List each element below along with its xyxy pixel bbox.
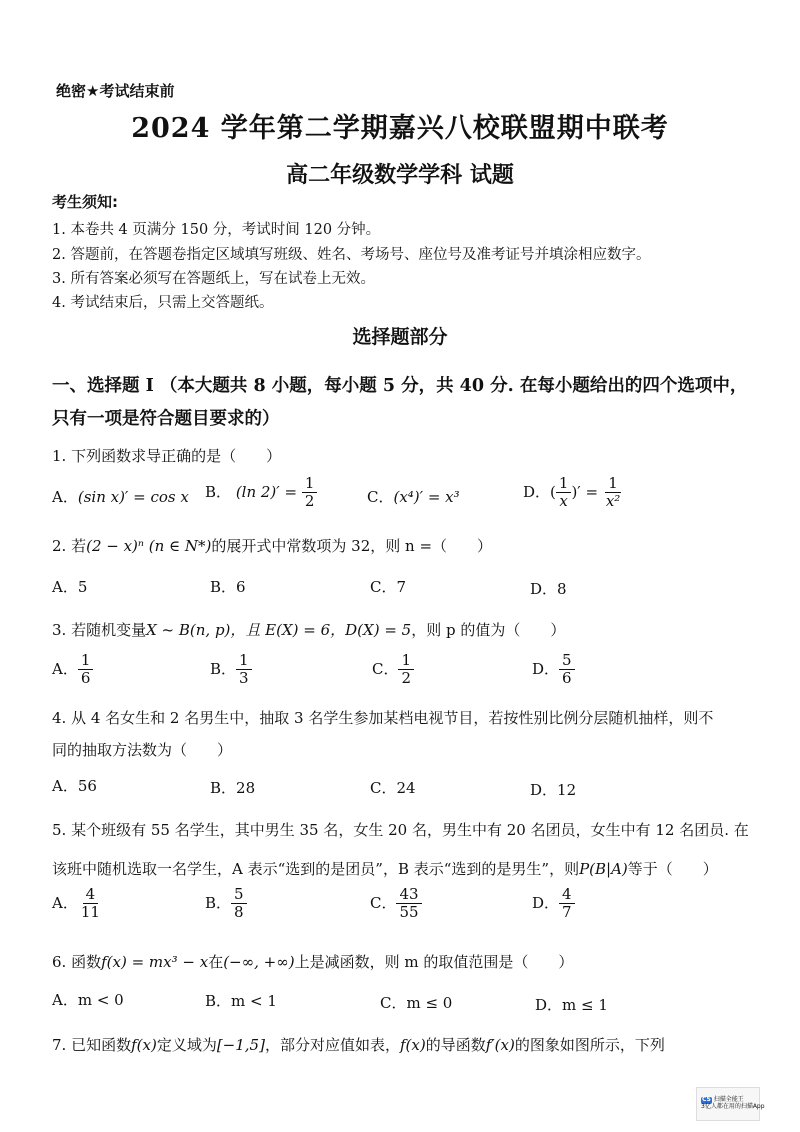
q1-option-b [205,475,317,511]
question-5-line2 [52,858,718,879]
q3-a-numerator: 1 [78,652,94,670]
q2-stem-expr: (2 − x)ⁿ (n ∈ N*) [86,537,212,555]
q1-b-left: (ln 2)′ = [235,482,298,501]
q5-option-d [532,886,575,922]
q6-option-c: C．m ≤ 0 [380,994,453,1012]
q6-stem-pre: 6. 函数 [52,953,102,971]
q6-stem-interval: (−∞, +∞) [223,953,295,971]
q6-stem-post: 上是减函数，则 m 的取值范围是（ ） [294,953,574,971]
q1-d-mid: )′ = [571,482,599,501]
q5-d-numerator: 4 [559,886,575,904]
confidential-label: 绝密★考试结束前 [56,82,175,100]
q1-option-d: D．( $\frac{1}{x}$ )′ = $\frac{1}{\text{x²}}$ [523,475,623,511]
q2-stem-post: 的展开式中常数项为 32，则 n =（ ） [211,537,493,555]
option-label: A． [52,488,78,506]
notice-item: 2. 答题前，在答题卷指定区域填写班级、姓名、考场号、座位号及准考证号并填涂相应数字。 [52,247,651,263]
q3-stem-pre: 3. 若随机变量 [52,621,147,639]
q7-post: 的图象如图所示，下列 [514,1036,665,1054]
q6-stem-expr: f(x) = mx³ − x [101,953,209,971]
scanner-slogan: 3亿人都在用的扫描App [701,1103,765,1110]
option-label: B． [210,659,237,678]
q5-c-numerator: 43 [396,886,421,904]
q6-option-d: D．m ≤ 1 [535,996,608,1014]
cs-logo-icon: CS [702,1096,711,1104]
q7-domain: [−1,5] [216,1036,265,1054]
question-5-line1: 5. 某个班级有 55 名学生，其中男生 35 名，女生 20 名，男生中有 20 名团员，女生中有 12 名团员. 在 [52,821,749,839]
q3-stem-expr: X ~ B(n, p)，且 E(X) = 6，D(X) = 5 [146,621,412,639]
option-label: B． [205,893,232,912]
q3-b-numerator: 1 [236,652,252,670]
q4-option-c: C．24 [370,779,416,797]
option-label: D． [523,482,551,501]
q5-d-denominator: 7 [562,903,572,922]
q1-d-right-numerator: 1 [605,475,621,493]
q5-line2-expr: P(B|A) [579,860,628,878]
part-instructions-line1: 一、选择题 I （本大题共 8 小题，每小题 5 分，共 40 分. 在每小题给出的四个选项中， [52,376,748,396]
q1-a-expr: (sin x)′ = cos x [77,488,189,506]
option-label: B． [205,482,232,501]
question-4-line2: 同的抽取方法数为（ ） [52,741,233,759]
part-instructions-line2: 只有一项是符合题目要求的） [52,409,280,429]
option-label: D． [532,893,560,912]
q3-option-a [52,652,93,688]
q3-stem-post: ，则 p 的值为（ ） [411,621,566,639]
q1-d-left-numerator: 1 [556,475,572,493]
q1-d-right-denominator: x² [605,492,621,511]
q3-d-numerator: 5 [559,652,575,670]
q3-c-denominator: 2 [401,669,412,688]
q7-pre: 7. 已知函数 [52,1036,132,1054]
scanner-watermark [696,1087,765,1121]
q7-f: f(x) [131,1036,157,1054]
q5-option-c [370,886,422,922]
q4-option-d: D．12 [530,781,577,799]
option-label: C． [370,893,397,912]
q5-option-b [205,886,247,922]
section-title: 选择题部分 [352,326,448,348]
q1-b-denominator: 2 [304,492,315,511]
q6-stem-mid: 在 [208,953,224,971]
notice-item: 1. 本卷共 4 页满分 150 分，考试时间 120 分钟。 [52,222,381,238]
q5-line2-post: 等于（ ） [627,860,718,878]
exam-subtitle: 高二年级数学学科 试题 [286,162,514,188]
option-label: C． [372,659,399,678]
q1-c-expr: (x⁴)′ = x³ [393,488,460,506]
q7-mid2: ，部分对应值如表， [264,1036,400,1054]
exam-title: 2024 学年第二学期嘉兴八校联盟期中联考 [131,113,669,144]
q3-a-denominator: 6 [80,669,91,688]
q5-a-denominator: 11 [80,903,100,922]
question-1-stem: 1. 下列函数求导正确的是（ ） [52,447,282,465]
q5-b-numerator: 5 [231,886,247,904]
q2-option-c: C．7 [370,578,407,596]
q5-option-a [52,886,103,922]
option-label: A． [52,659,78,678]
question-6-stem [52,951,573,972]
q5-b-denominator: 8 [234,903,244,922]
question-7-stem [52,1034,665,1055]
option-label: A． [52,893,78,912]
option-label: C． [367,488,394,506]
q4-option-a: A．56 [52,777,97,795]
q7-f-again: f(x) [399,1036,426,1054]
notice-item: 4. 考试结束后，只需上交答题纸。 [52,295,274,311]
scanner-logo [701,1097,765,1110]
q2-option-d: D．8 [530,580,567,598]
q7-fprime: f′(x) [485,1036,515,1054]
q4-option-b: B．28 [210,779,256,797]
q1-option-c [367,486,460,507]
q1-d-left-denominator: x [559,492,568,511]
q3-d-denominator: 6 [562,669,572,688]
question-4-line1: 4. 从 4 名女生和 2 名男生中，抽取 3 名学生参加某档电视节目，若按性别比例分层随机抽样，则不 [52,709,714,727]
question-3-stem [52,619,565,640]
q3-option-b [210,652,252,688]
q7-mid3: 的导函数 [425,1036,486,1054]
q5-a-numerator: 4 [83,886,99,904]
q6-option-a: A．m < 0 [52,991,124,1009]
q3-option-c [372,652,414,688]
q3-c-numerator: 1 [398,652,414,670]
q5-c-denominator: 55 [399,903,419,922]
q1-b-numerator: 1 [302,475,318,493]
q5-line2-pre: 该班中随机选取一名学生，A 表示“选到的是团员”，B 表示“选到的是男生”，则 [52,860,580,878]
q3-b-denominator: 3 [239,669,249,688]
q3-option-d [532,652,575,688]
q6-option-b: B．m < 1 [205,992,277,1010]
notice-heading: 考生须知: [52,193,118,211]
q2-option-a: A．5 [52,578,88,596]
q7-mid1: 定义域为 [156,1036,217,1054]
q2-option-b: B．6 [210,578,246,596]
question-2-stem [52,535,492,556]
notice-item: 3. 所有答案必须写在答题纸上，写在试卷上无效。 [52,271,375,287]
q1-option-a [52,486,189,507]
scanner-name: 扫描全能王 [713,1096,744,1104]
q2-stem-pre: 2. 若 [52,537,87,555]
option-label: D． [532,659,560,678]
